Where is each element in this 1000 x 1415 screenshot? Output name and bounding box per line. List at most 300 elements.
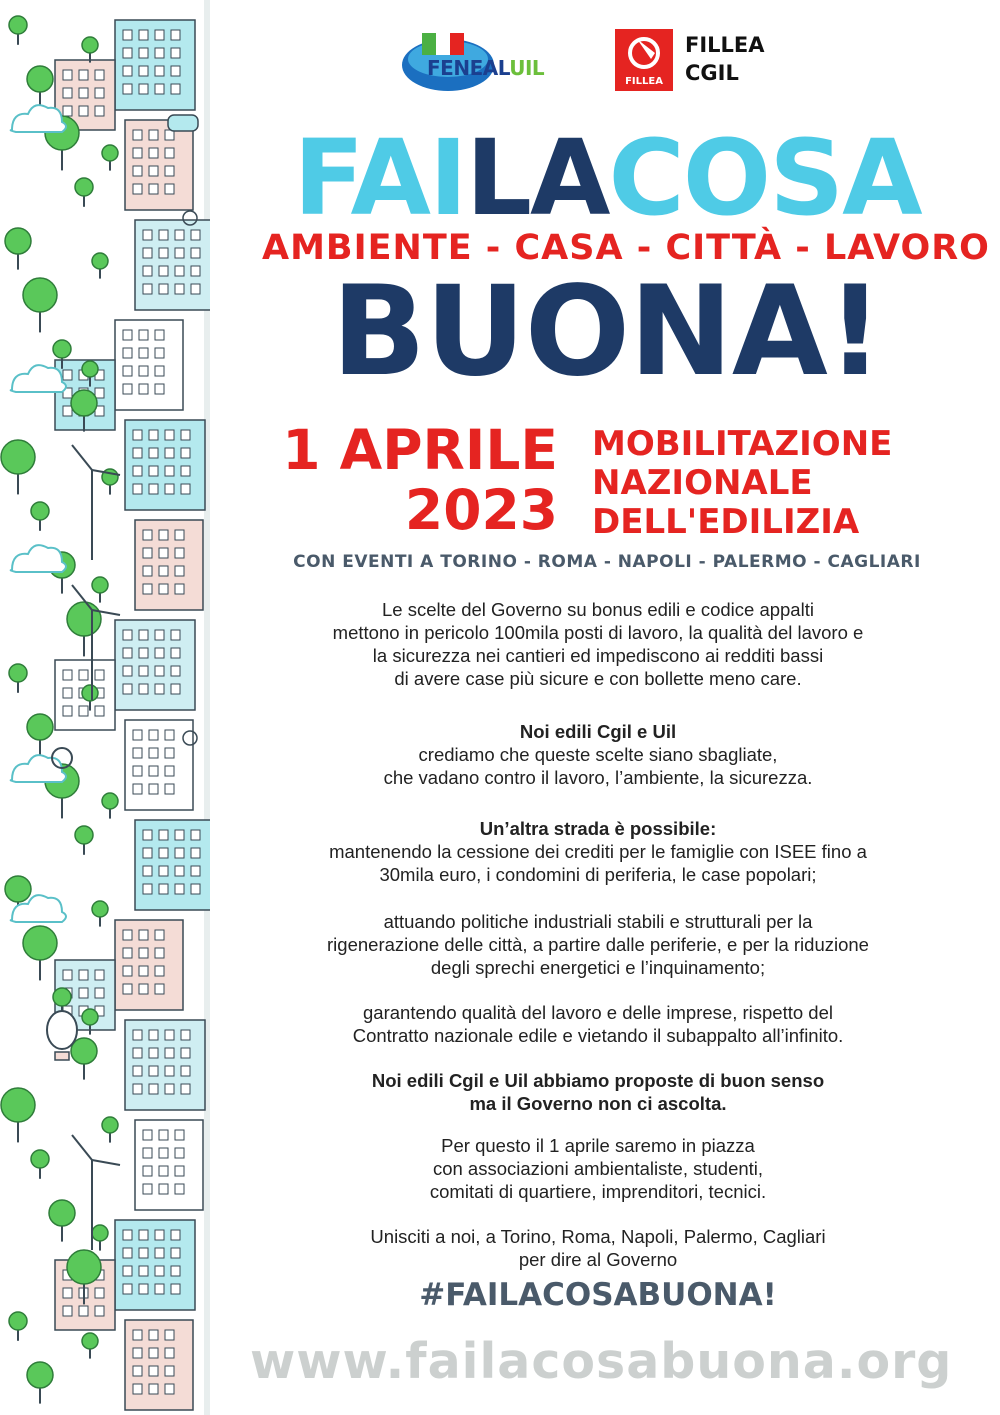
window-shape xyxy=(165,466,174,476)
window-shape xyxy=(155,930,164,940)
window-shape xyxy=(139,966,148,976)
window-shape xyxy=(133,1084,142,1094)
window-shape xyxy=(149,484,158,494)
window-shape xyxy=(63,688,72,698)
tree-icon xyxy=(9,16,27,34)
tree-icon xyxy=(82,1009,98,1025)
window-shape xyxy=(159,530,168,540)
window-shape xyxy=(63,106,72,116)
window-shape xyxy=(165,766,174,776)
window-shape xyxy=(123,684,132,694)
tree-icon xyxy=(67,1250,101,1284)
tree-icon xyxy=(75,178,93,196)
window-shape xyxy=(181,484,190,494)
window-shape xyxy=(123,1266,132,1276)
tree-icon xyxy=(27,714,53,740)
window-shape xyxy=(139,630,148,640)
window-shape xyxy=(165,430,174,440)
tree-icon xyxy=(92,901,108,917)
hot-air-balloon-icon xyxy=(55,1052,69,1060)
window-shape xyxy=(175,1166,184,1176)
window-shape xyxy=(63,1306,72,1316)
title-la: LA xyxy=(465,117,609,239)
window-shape xyxy=(159,1148,168,1158)
window-shape xyxy=(191,848,200,858)
feneal-text: FENEAL xyxy=(427,56,510,80)
window-shape xyxy=(95,1306,104,1316)
window-shape xyxy=(123,48,132,58)
fillea-logo xyxy=(615,29,673,91)
text-line: rigenerazione delle città, a partire dalle periferie, e per la riduzione xyxy=(327,934,869,955)
window-shape xyxy=(133,448,142,458)
window-shape xyxy=(175,1184,184,1194)
window-shape xyxy=(149,148,158,158)
window-shape xyxy=(155,348,164,358)
mobilization-heading xyxy=(592,425,892,542)
window-shape xyxy=(139,984,148,994)
window-shape xyxy=(123,1248,132,1258)
window-shape xyxy=(149,430,158,440)
window-shape xyxy=(133,166,142,176)
window-shape xyxy=(149,748,158,758)
window-shape xyxy=(143,1184,152,1194)
window-shape xyxy=(175,848,184,858)
window-shape xyxy=(133,1348,142,1358)
window-shape xyxy=(139,1284,148,1294)
window-shape xyxy=(123,930,132,940)
text-line: per dire al Governo xyxy=(518,1249,678,1270)
window-shape xyxy=(95,670,104,680)
window-shape xyxy=(79,1306,88,1316)
window-shape xyxy=(165,784,174,794)
window-shape xyxy=(175,866,184,876)
window-shape xyxy=(171,630,180,640)
text-line: mantenendo la cessione dei crediti per le famiglie con ISEE fino a xyxy=(329,841,867,862)
window-shape xyxy=(165,748,174,758)
window-shape xyxy=(191,284,200,294)
window-shape xyxy=(143,1130,152,1140)
website-link[interactable]: www.failacosabuona.org xyxy=(250,1333,953,1390)
event-date-year: 2023 xyxy=(404,478,558,542)
window-shape xyxy=(139,30,148,40)
window-shape xyxy=(123,1284,132,1294)
themes-subtitle: AMBIENTE - CASA - CITTÀ - LAVORO xyxy=(262,228,990,268)
fenealuil-logo xyxy=(400,29,575,97)
events-cities: CON EVENTI A TORINO - ROMA - NAPOLI - PALERMO - CAGLIARI xyxy=(293,552,921,572)
window-shape xyxy=(165,148,174,158)
tree-icon xyxy=(92,577,108,593)
window-shape xyxy=(123,666,132,676)
paragraph-proposals xyxy=(232,1069,964,1115)
window-shape xyxy=(95,970,104,980)
window-shape xyxy=(139,384,148,394)
window-shape xyxy=(139,48,148,58)
window-shape xyxy=(133,1030,142,1040)
window-shape xyxy=(171,84,180,94)
window-shape xyxy=(63,970,72,980)
logos-header xyxy=(400,25,770,100)
window-shape xyxy=(171,1266,180,1276)
window-shape xyxy=(133,430,142,440)
window-shape xyxy=(149,466,158,476)
window-shape xyxy=(123,984,132,994)
window-shape xyxy=(191,248,200,258)
window-shape xyxy=(159,230,168,240)
tree-icon xyxy=(27,66,53,92)
fillea-name-line1: FILLEA xyxy=(685,33,765,57)
window-shape xyxy=(155,984,164,994)
paragraph-quality xyxy=(232,1001,964,1047)
window-shape xyxy=(139,684,148,694)
window-shape xyxy=(143,530,152,540)
window-shape xyxy=(149,1048,158,1058)
tree-icon xyxy=(102,145,118,161)
window-shape xyxy=(143,230,152,240)
window-shape xyxy=(139,348,148,358)
window-shape xyxy=(165,1348,174,1358)
window-shape xyxy=(123,84,132,94)
window-shape xyxy=(165,484,174,494)
fenealuil-wordmark xyxy=(427,56,544,80)
tree-icon xyxy=(71,390,97,416)
fillea-name-line2: CGIL xyxy=(685,61,739,85)
window-shape xyxy=(149,730,158,740)
window-shape xyxy=(149,766,158,776)
window-shape xyxy=(155,30,164,40)
tree-icon xyxy=(82,685,98,701)
window-shape xyxy=(123,348,132,358)
text-line: degli sprechi energetici e l’inquinamento; xyxy=(430,957,766,978)
window-shape xyxy=(175,284,184,294)
window-shape xyxy=(165,448,174,458)
fillea-logo-label: FILLEA xyxy=(625,76,663,87)
window-shape xyxy=(165,166,174,176)
window-shape xyxy=(79,70,88,80)
window-shape xyxy=(175,830,184,840)
window-shape xyxy=(143,584,152,594)
window-shape xyxy=(155,684,164,694)
window-shape xyxy=(133,766,142,776)
text-line: Unisciti a noi, a Torino, Roma, Napoli, Palermo, Cagliari xyxy=(370,1226,826,1247)
cloud-icon xyxy=(11,365,66,392)
tree-icon xyxy=(92,1225,108,1241)
window-shape xyxy=(79,970,88,980)
cloud-icon xyxy=(11,545,66,572)
tree-icon xyxy=(27,1362,53,1388)
window-shape xyxy=(171,1230,180,1240)
event-date xyxy=(258,420,558,540)
city-shapes xyxy=(1,16,210,1410)
window-shape xyxy=(165,1066,174,1076)
window-shape xyxy=(159,866,168,876)
window-shape xyxy=(159,848,168,858)
window-shape xyxy=(63,1288,72,1298)
title-cosa: COSA xyxy=(608,117,921,239)
window-shape xyxy=(95,88,104,98)
window-shape xyxy=(191,230,200,240)
window-shape xyxy=(159,830,168,840)
text-line-bold: Noi edili Cgil e Uil abbiamo proposte di buon senso xyxy=(371,1070,825,1091)
window-shape xyxy=(155,384,164,394)
window-shape xyxy=(133,1048,142,1058)
tree-icon xyxy=(31,502,49,520)
sidebar-edge xyxy=(204,0,210,1415)
window-shape xyxy=(139,84,148,94)
window-shape xyxy=(155,84,164,94)
window-shape xyxy=(171,48,180,58)
window-shape xyxy=(79,670,88,680)
window-shape xyxy=(155,48,164,58)
window-shape xyxy=(191,866,200,876)
window-shape xyxy=(139,648,148,658)
cloud-icon xyxy=(11,105,66,132)
hashtag: #FAILACOSABUONA! xyxy=(419,1277,777,1313)
title-line-1 xyxy=(262,118,952,238)
window-shape xyxy=(123,648,132,658)
paragraph-intro xyxy=(232,598,964,690)
mobilization-line2: NAZIONALE xyxy=(592,463,813,503)
window-shape xyxy=(139,948,148,958)
window-shape xyxy=(175,584,184,594)
window-shape xyxy=(171,66,180,76)
window-shape xyxy=(165,730,174,740)
window-shape xyxy=(175,530,184,540)
window-shape xyxy=(139,930,148,940)
tree-icon xyxy=(9,664,27,682)
window-shape xyxy=(95,706,104,716)
window-shape xyxy=(155,666,164,676)
window-shape xyxy=(63,88,72,98)
window-shape xyxy=(149,1348,158,1358)
window-shape xyxy=(95,388,104,398)
window-shape xyxy=(149,1084,158,1094)
window-shape xyxy=(79,106,88,116)
paragraph-join xyxy=(232,1225,964,1271)
window-shape xyxy=(133,130,142,140)
text-line-bold: Un’altra strada è possibile: xyxy=(479,818,717,839)
window-shape xyxy=(123,1230,132,1240)
tree-icon xyxy=(9,1312,27,1330)
window-shape xyxy=(123,330,132,340)
window-shape xyxy=(79,88,88,98)
window-shape xyxy=(165,1048,174,1058)
tree-icon xyxy=(5,876,31,902)
text-line: con associazioni ambientaliste, studenti, xyxy=(432,1158,764,1179)
window-shape xyxy=(63,70,72,80)
window-shape xyxy=(159,266,168,276)
window-shape xyxy=(181,1030,190,1040)
window-shape xyxy=(95,70,104,80)
window-shape xyxy=(95,106,104,116)
window-shape xyxy=(155,648,164,658)
window-shape xyxy=(181,466,190,476)
window-shape xyxy=(155,966,164,976)
window-shape xyxy=(165,1084,174,1094)
city-illustration xyxy=(0,0,210,1415)
window-shape xyxy=(123,630,132,640)
window-shape xyxy=(123,30,132,40)
window-shape xyxy=(159,1184,168,1194)
tree-icon xyxy=(102,793,118,809)
window-shape xyxy=(133,730,142,740)
tree-icon xyxy=(71,1038,97,1064)
window-shape xyxy=(123,384,132,394)
window-shape xyxy=(155,330,164,340)
tree-icon xyxy=(75,826,93,844)
window-shape xyxy=(159,1130,168,1140)
window-shape xyxy=(165,184,174,194)
window-shape xyxy=(159,284,168,294)
window-shape xyxy=(63,706,72,716)
window-shape xyxy=(143,866,152,876)
window-shape xyxy=(171,30,180,40)
text-line: garantendo qualità del lavoro e delle imprese, rispetto del xyxy=(363,1002,833,1023)
title-line-2: BUONA! xyxy=(331,260,883,404)
window-shape xyxy=(149,1066,158,1076)
window-shape xyxy=(143,1148,152,1158)
window-shape xyxy=(133,466,142,476)
window-shape xyxy=(139,1266,148,1276)
window-shape xyxy=(149,448,158,458)
fillea-cgil-name xyxy=(685,31,765,87)
car-icon xyxy=(168,115,198,131)
tree-icon xyxy=(67,602,101,636)
tree-icon xyxy=(82,361,98,377)
hot-air-balloon-icon xyxy=(47,1011,77,1049)
window-shape xyxy=(155,366,164,376)
window-shape xyxy=(143,248,152,258)
window-shape xyxy=(191,266,200,276)
tree-icon xyxy=(1,440,35,474)
mobilization-line1: MOBILITAZIONE xyxy=(592,424,893,464)
window-shape xyxy=(175,1148,184,1158)
event-date-day: 1 APRILE xyxy=(282,418,558,482)
tree-icon xyxy=(82,1333,98,1349)
window-shape xyxy=(143,266,152,276)
window-shape xyxy=(133,1330,142,1340)
tree-icon xyxy=(31,1150,49,1168)
window-shape xyxy=(123,66,132,76)
cloud-icon xyxy=(11,755,66,782)
text-line: Le scelte del Governo su bonus edili e codice appalti xyxy=(382,599,814,620)
tree-icon xyxy=(82,37,98,53)
text-line: Per questo il 1 aprile saremo in piazza xyxy=(441,1135,755,1156)
window-shape xyxy=(159,566,168,576)
title-fai: FAI xyxy=(293,117,466,239)
window-shape xyxy=(139,1248,148,1258)
text-line: comitati di quartiere, imprenditori, tecnici. xyxy=(429,1181,767,1202)
wind-turbine-icon xyxy=(72,445,92,470)
window-shape xyxy=(191,884,200,894)
window-shape xyxy=(155,630,164,640)
paragraph-piazza xyxy=(232,1134,964,1203)
window-shape xyxy=(191,830,200,840)
window-shape xyxy=(123,366,132,376)
window-shape xyxy=(149,1330,158,1340)
window-shape xyxy=(155,1230,164,1240)
window-shape xyxy=(175,230,184,240)
window-shape xyxy=(149,166,158,176)
window-shape xyxy=(181,448,190,458)
window-shape xyxy=(143,830,152,840)
paragraph-alternative xyxy=(232,817,964,886)
tree-icon xyxy=(102,1117,118,1133)
text-line: attuando politiche industriali stabili e strutturali per la xyxy=(383,911,813,932)
window-shape xyxy=(181,1084,190,1094)
window-shape xyxy=(123,966,132,976)
text-line: mettono in pericolo 100mila posti di lavoro, la qualità del lavoro e xyxy=(332,622,864,643)
window-shape xyxy=(155,1266,164,1276)
window-shape xyxy=(133,1066,142,1076)
tree-icon xyxy=(5,228,31,254)
text-line: che vadano contro il lavoro, l’ambiente, la sicurezza. xyxy=(383,767,813,788)
window-shape xyxy=(143,848,152,858)
window-shape xyxy=(171,666,180,676)
window-shape xyxy=(149,1366,158,1376)
window-shape xyxy=(133,148,142,158)
uil-text: UIL xyxy=(509,56,545,80)
tree-icon xyxy=(23,926,57,960)
window-shape xyxy=(79,988,88,998)
window-shape xyxy=(155,1284,164,1294)
window-shape xyxy=(63,406,72,416)
window-shape xyxy=(165,1030,174,1040)
tree-icon xyxy=(53,988,71,1006)
text-line-bold: ma il Governo non ci ascolta. xyxy=(469,1093,727,1114)
window-shape xyxy=(139,366,148,376)
window-shape xyxy=(143,884,152,894)
window-shape xyxy=(171,1248,180,1258)
window-shape xyxy=(155,1248,164,1258)
window-shape xyxy=(149,1030,158,1040)
text-line-bold: Noi edili Cgil e Uil xyxy=(519,721,677,742)
window-shape xyxy=(149,1384,158,1394)
window-shape xyxy=(181,430,190,440)
text-line: 30mila euro, i condomini di periferia, le case popolari; xyxy=(379,864,817,885)
window-shape xyxy=(133,484,142,494)
window-shape xyxy=(95,988,104,998)
tree-icon xyxy=(23,278,57,312)
window-shape xyxy=(139,330,148,340)
window-shape xyxy=(149,784,158,794)
fillea-emblem-icon xyxy=(615,29,673,73)
tree-icon xyxy=(49,1200,75,1226)
window-shape xyxy=(139,1230,148,1240)
window-shape xyxy=(175,1130,184,1140)
window-shape xyxy=(159,548,168,558)
window-shape xyxy=(143,566,152,576)
window-shape xyxy=(175,884,184,894)
window-shape xyxy=(143,1166,152,1176)
text-line: Contratto nazionale edile e vietando il subappalto all’infinito. xyxy=(352,1025,844,1046)
window-shape xyxy=(171,648,180,658)
window-shape xyxy=(149,184,158,194)
window-shape xyxy=(159,884,168,894)
window-shape xyxy=(63,670,72,680)
window-shape xyxy=(143,284,152,294)
window-shape xyxy=(159,584,168,594)
window-shape xyxy=(165,1366,174,1376)
paragraph-position xyxy=(232,720,964,789)
window-shape xyxy=(149,130,158,140)
window-shape xyxy=(181,1066,190,1076)
window-shape xyxy=(165,1384,174,1394)
mobilization-line3: DELL'EDILIZIA xyxy=(592,502,860,542)
wind-turbine-icon xyxy=(92,1160,120,1165)
window-shape xyxy=(181,1048,190,1058)
window-shape xyxy=(139,666,148,676)
window-shape xyxy=(175,266,184,276)
